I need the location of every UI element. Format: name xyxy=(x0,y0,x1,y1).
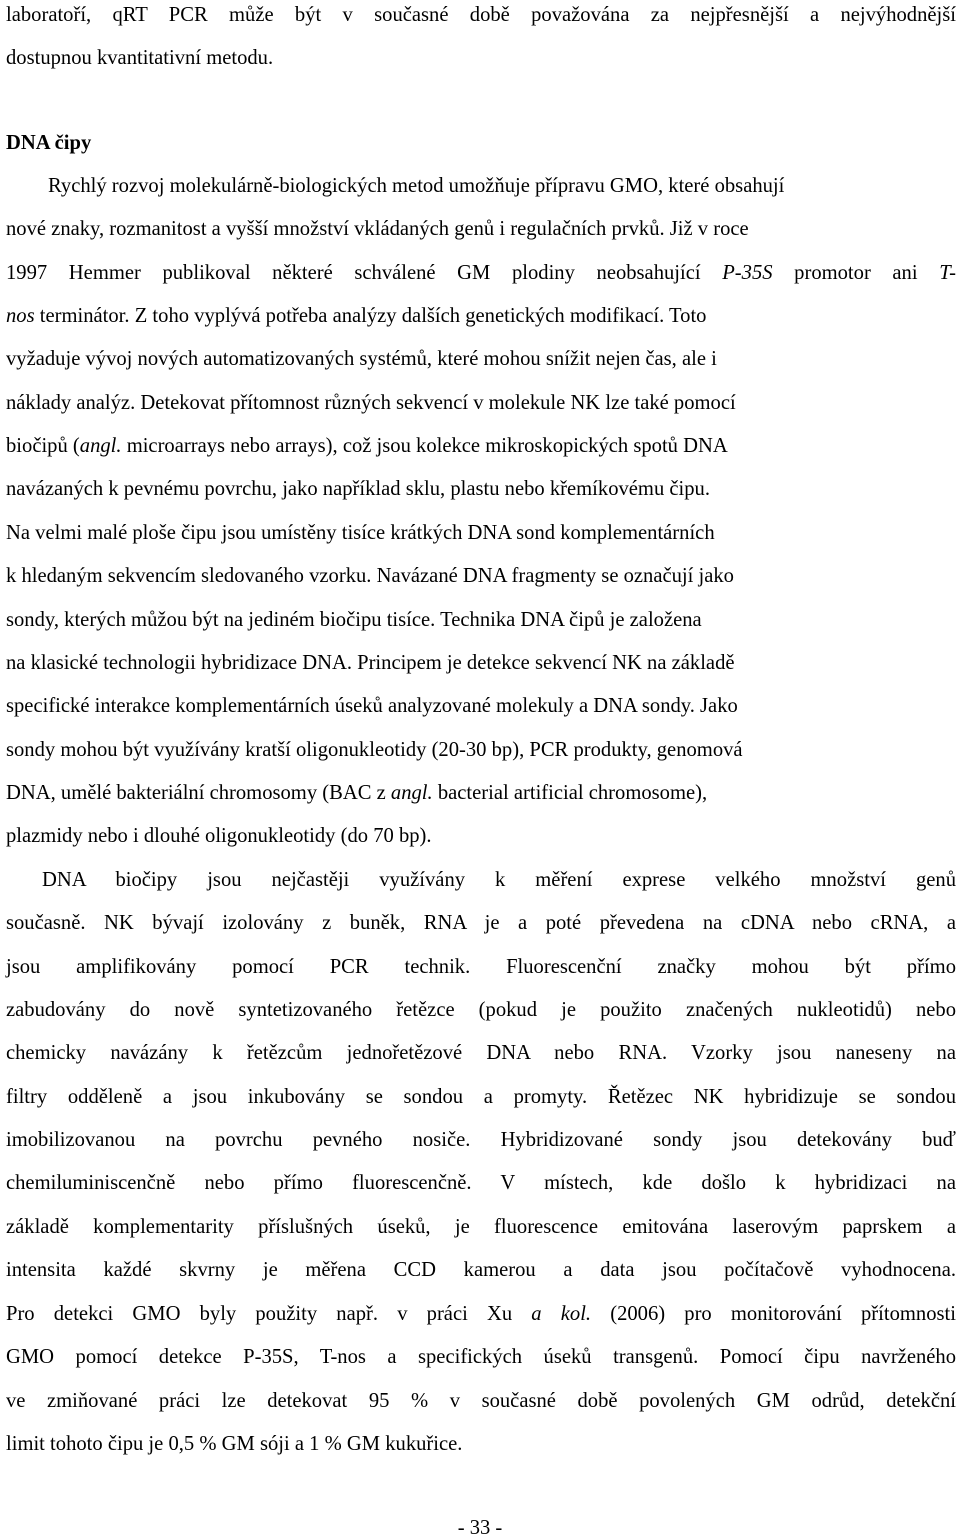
paragraph-line xyxy=(6,1389,956,1413)
text-run: sondy, kterých můžou být na jediném biočipu tisíce. Technika DNA čipů je založena xyxy=(6,609,702,631)
text-run: plazmidy nebo i dlouhé oligonukleotidy (do 70 bp). xyxy=(6,825,432,847)
paragraph-line xyxy=(6,1085,956,1109)
text-run: Pro detekci GMO byly použity např. v práci Xu xyxy=(6,1303,532,1325)
text-run: zabudovány do nově syntetizovaného řetězce (pokud je použito značených nukleotidů) nebo xyxy=(6,999,956,1021)
paragraph-line xyxy=(6,1171,956,1195)
text-run: vyžaduje vývoj nových automatizovaných systémů, které mohou snížit nejen čas, ale i xyxy=(6,348,717,370)
text-run: biočipů ( xyxy=(6,435,80,457)
paragraph-line xyxy=(6,304,706,328)
text-run: specifické interakce komplementárních úseků analyzované molekuly a DNA sondy. Jako xyxy=(6,695,738,717)
italic-term: P-35S xyxy=(722,262,773,284)
paragraph-line xyxy=(48,174,784,198)
italic-term: angl. xyxy=(79,435,122,457)
text-run: GMO pomocí detekce P-35S, T-nos a specifických úseků transgenů. Pomocí čipu navrženého xyxy=(6,1346,956,1368)
paragraph-line xyxy=(6,738,743,762)
text-run: terminátor. Z toho vyplývá potřeba analýzy dalších genetických modifikací. Toto xyxy=(34,305,707,327)
text-run: (2006) pro monitorování přítomnosti xyxy=(591,1303,956,1325)
paragraph-line xyxy=(6,955,956,979)
text-run: filtry odděleně a jsou inkubovány se sondou a promyty. Řetězec NK hybridizuje se sondou xyxy=(6,1086,956,1108)
paragraph-line xyxy=(6,217,749,241)
text-run: DNA biočipy jsou nejčastěji využívány k měření exprese velkého množství genů xyxy=(42,869,956,891)
paragraph-line xyxy=(6,911,956,935)
italic-term: T- xyxy=(939,262,956,284)
text-run: intensita každé skvrny je měřena CCD kamerou a data jsou počítačově vyhodnocena. xyxy=(6,1259,956,1281)
text-run: Rychlý rozvoj molekulárně-biologických metod umožňuje přípravu GMO, které obsahují xyxy=(48,175,785,197)
paragraph-line xyxy=(6,477,710,501)
paragraph-line xyxy=(6,391,736,415)
paragraph-line xyxy=(6,1302,956,1326)
text-run: bacterial artificial chromosome), xyxy=(432,782,708,804)
text-run: imobilizovanou na povrchu pevného nosiče. Hybridizované sondy jsou detekovány buď xyxy=(6,1129,956,1151)
text-run: současně. NK bývají izolovány z buněk, RNA je a poté převedena na cDNA nebo cRNA, a xyxy=(6,912,956,934)
italic-term: angl. xyxy=(390,782,433,804)
paragraph-line xyxy=(6,1041,956,1065)
text-run: nové znaky, rozmanitost a vyšší množství vkládaných genů i regulačních prvků. Již v roce xyxy=(6,218,749,240)
paragraph-line xyxy=(6,781,707,805)
paragraph-line xyxy=(6,998,956,1022)
italic-term: nos xyxy=(6,305,35,327)
paragraph-line xyxy=(6,1258,956,1282)
text-run: DNA, umělé bakteriální chromosomy (BAC z xyxy=(6,782,391,804)
paragraph-line xyxy=(6,521,715,545)
paragraph-line xyxy=(6,824,432,848)
paragraph-line xyxy=(6,1432,462,1456)
paragraph-line xyxy=(6,694,738,718)
text-run: k hledaným sekvencím sledovaného vzorku. Navázané DNA fragmenty se označují jako xyxy=(6,565,734,587)
paragraph-line xyxy=(6,1345,956,1369)
paragraph-line xyxy=(6,3,956,27)
page-number: - 33 - xyxy=(457,1517,503,1539)
text-run: na klasické technologii hybridizace DNA. Principem je detekce sekvencí NK na základě xyxy=(6,652,735,674)
paragraph-line xyxy=(6,608,702,632)
paragraph-line xyxy=(6,1215,956,1239)
paragraph-line xyxy=(6,261,956,285)
text-run: sondy mohou být využívány kratší oligonukleotidy (20-30 bp), PCR produkty, genomová xyxy=(6,739,743,761)
text-run: náklady analýz. Detekovat přítomnost různých sekvencí v molekule NK lze také pomocí xyxy=(6,392,736,414)
section-heading xyxy=(6,131,91,155)
heading-text: DNA čipy xyxy=(6,132,92,154)
text-run: ve zmiňované práci lze detekovat 95 % v současné době povolených GM odrůd, detekční xyxy=(6,1390,956,1412)
paragraph-line xyxy=(6,651,735,675)
text-run: microarrays nebo arrays), což jsou kolekce mikroskopických spotů DNA xyxy=(121,435,728,457)
text-run: chemicky navázány k řetězcům jednořetězové DNA nebo RNA. Vzorky jsou naneseny na xyxy=(6,1042,956,1064)
text-run: chemiluminiscenčně nebo přímo fluorescenčně. V místech, kde došlo k hybridizaci na xyxy=(6,1172,956,1194)
paragraph-line xyxy=(6,46,273,70)
text-run: navázaných k pevnému povrchu, jako například sklu, plastu nebo křemíkovému čipu. xyxy=(6,478,710,500)
text-run: základě komplementarity příslušných úseků, je fluorescence emitována laserovým paprskem a xyxy=(6,1216,956,1238)
paragraph-line xyxy=(6,434,728,458)
text-run: jsou amplifikovány pomocí PCR technik. Fluorescenční značky mohou být přímo xyxy=(6,956,956,978)
paragraph-line xyxy=(6,564,734,588)
text-run: laboratoří, qRT PCR může být v současné době považována za nejpřesnější a nejvýhodnější xyxy=(6,4,956,26)
italic-term: a kol. xyxy=(531,1303,592,1325)
text-run: promotor ani xyxy=(772,262,940,284)
paragraph-line xyxy=(6,1128,956,1152)
paragraph-line xyxy=(42,868,956,892)
text-run: Na velmi malé ploše čipu jsou umístěny tisíce krátkých DNA sond komplementárních xyxy=(6,522,715,544)
paragraph-line xyxy=(6,347,717,371)
text-run: 1997 Hemmer publikoval některé schválené GM plodiny neobsahující xyxy=(6,262,723,284)
text-run: limit tohoto čipu je 0,5 % GM sóji a 1 % GM kukuřice. xyxy=(6,1433,463,1455)
text-run: dostupnou kvantitativní metodu. xyxy=(6,47,274,69)
